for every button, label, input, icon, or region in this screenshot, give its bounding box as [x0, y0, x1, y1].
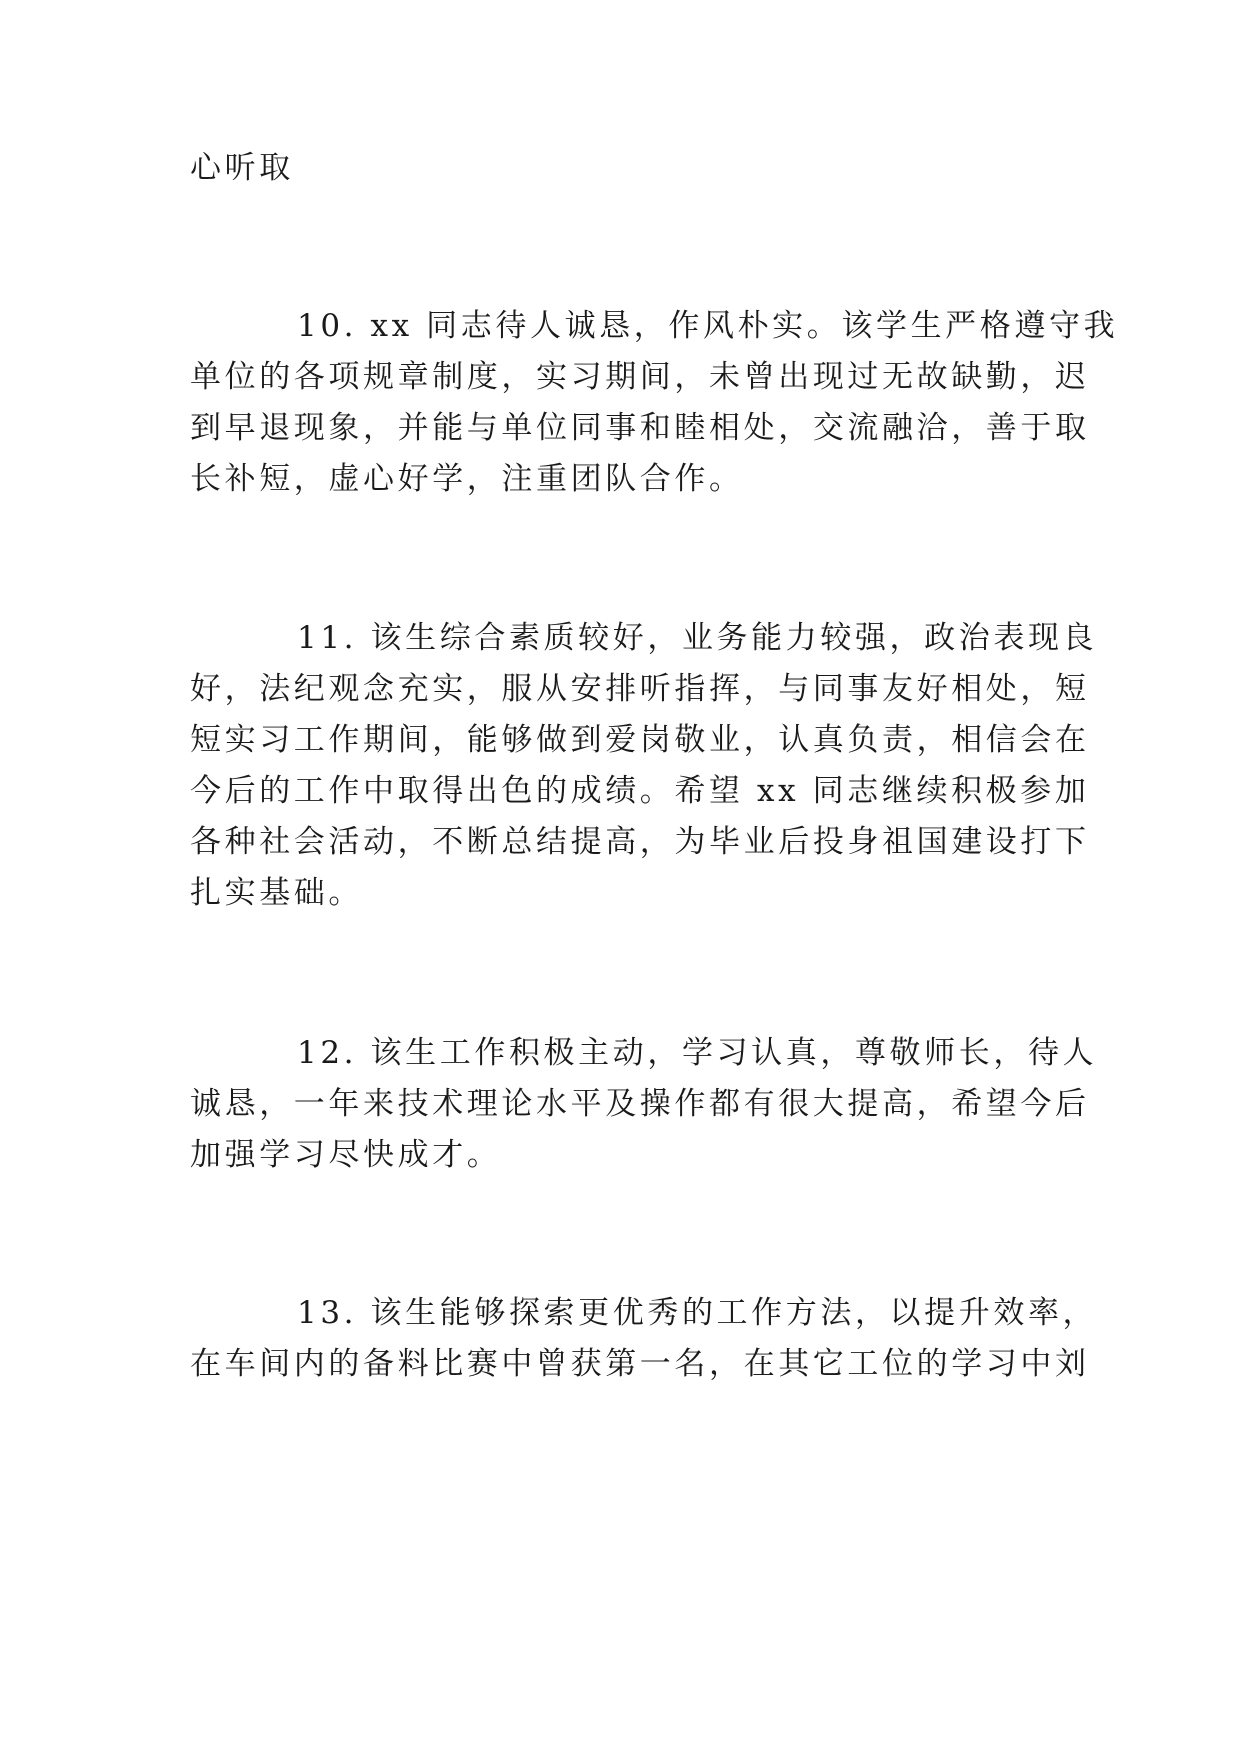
paragraph-10-line-4: 长补短，虚心好学，注重团队合作。 — [190, 461, 744, 497]
paragraph-13-line-2: 在车间内的备料比赛中曾获第一名，在其它工位的学习中刘 — [190, 1346, 1090, 1382]
paragraph-10-line-1: 10. xx 同志待人诚恳，作风朴实。该学生严格遵守我 — [297, 308, 1119, 344]
paragraph-12-line-1: 12. 该生工作积极主动，学习认真，尊敬师长，待人 — [297, 1035, 1098, 1071]
paragraph-continuation-line: 心听取 — [190, 150, 294, 186]
paragraph-11-line-2: 好，法纪观念充实，服从安排听指挥，与同事友好相处，短 — [190, 671, 1090, 707]
paragraph-11-line-3: 短实习工作期间，能够做到爱岗敬业，认真负责，相信会在 — [190, 722, 1090, 758]
paragraph-11-line-5: 各种社会活动，不断总结提高，为毕业后投身祖国建设打下 — [190, 824, 1090, 860]
paragraph-11-line-6: 扎实基础。 — [190, 875, 363, 911]
paragraph-13-line-1: 13. 该生能够探索更优秀的工作方法，以提升效率， — [297, 1295, 1098, 1331]
paragraph-12-line-2: 诚恳，一年来技术理论水平及操作都有很大提高，希望今后 — [190, 1086, 1090, 1122]
paragraph-10-line-3: 到早退现象，并能与单位同事和睦相处，交流融洽，善于取 — [190, 410, 1090, 446]
paragraph-11-line-4: 今后的工作中取得出色的成绩。希望 xx 同志继续积极参加 — [190, 773, 1090, 809]
paragraph-12-line-3: 加强学习尽快成才。 — [190, 1137, 502, 1173]
paragraph-11-line-1: 11. 该生综合素质较好，业务能力较强，政治表现良 — [297, 620, 1098, 656]
paragraph-10-line-2: 单位的各项规章制度，实习期间，未曾出现过无故缺勤，迟 — [190, 359, 1090, 395]
